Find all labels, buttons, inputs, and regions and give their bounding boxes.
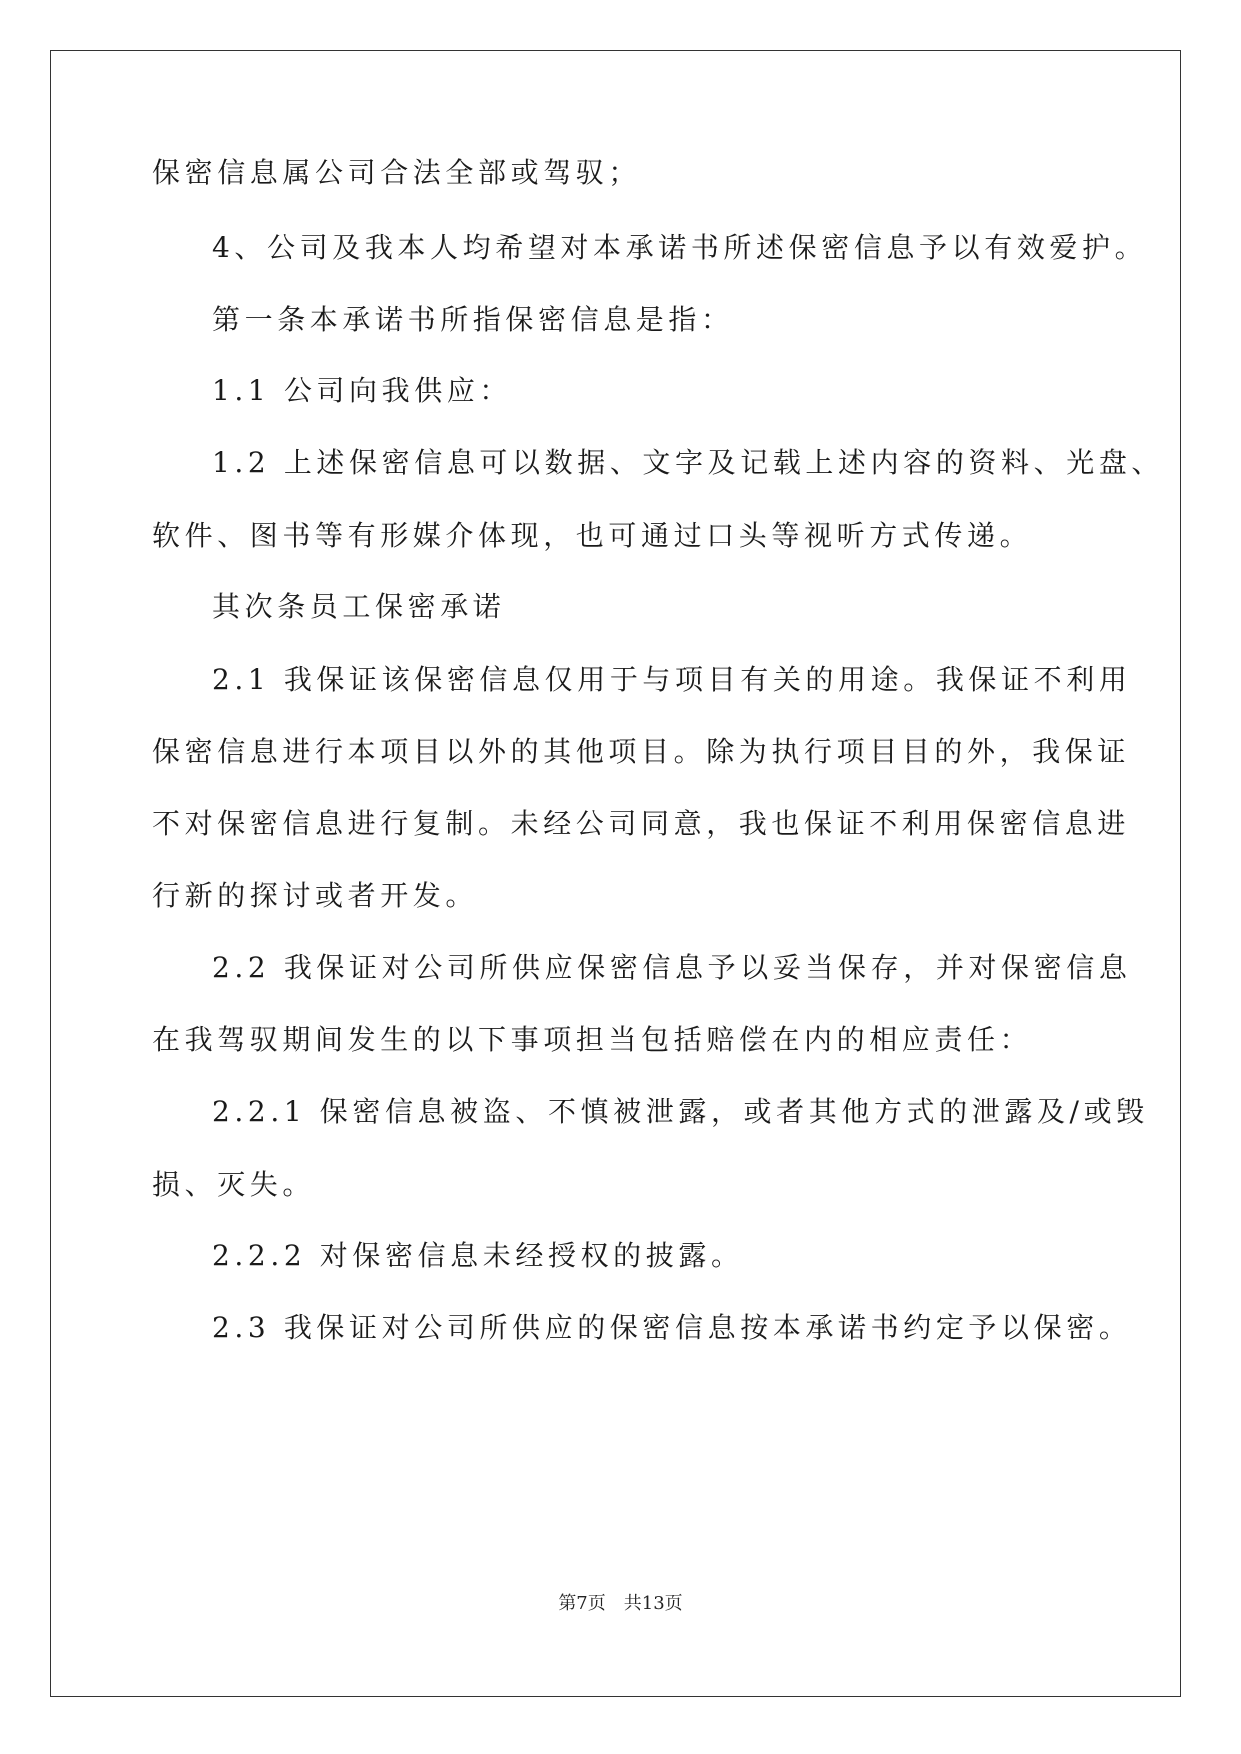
text-line: 2.3 我保证对公司所供应的保密信息按本承诺书约定予以保密。 [212,1311,1132,1344]
text-line: 2.2 我保证对公司所供应保密信息予以妥当保存，并对保密信息 [212,951,1132,984]
text-line: 1.1 公司向我供应： [212,374,513,407]
text-line: 行新的探讨或者开发。 [152,879,479,912]
text-line: 损、灭失。 [152,1168,316,1201]
page-border [50,50,1181,1697]
text-line: 保密信息属公司合法全部或驾驭； [152,156,642,189]
page-footer [0,1592,1241,1616]
text-line: 1.2 上述保密信息可以数据、文字及记载上述内容的资料、光盘、 [212,446,1165,479]
text-line: 2.2.2 对保密信息未经授权的披露。 [212,1239,744,1272]
text-line: 在我驾驭期间发生的以下事项担当包括赔偿在内的相应责任： [152,1023,1033,1056]
text-line: 不对保密信息进行复制。未经公司同意，我也保证不利用保密信息进 [152,807,1131,840]
page-total: 共13页 [623,1593,683,1614]
text-line: 保密信息进行本项目以外的其他项目。除为执行项目目的外，我保证 [152,735,1131,768]
text-line: 第一条本承诺书所指保密信息是指： [212,303,734,336]
text-line: 2.2.1 保密信息被盗、不慎被泄露，或者其他方式的泄露及/或毁 [212,1095,1149,1128]
text-line: 2.1 我保证该保密信息仅用于与项目有关的用途。我保证不利用 [212,663,1132,696]
page-number: 第7页 [558,1593,606,1614]
text-line: 其次条员工保密承诺 [212,590,506,623]
text-line: 4、公司及我本人均希望对本承诺书所述保密信息予以有效爱护。 [212,231,1148,264]
text-line: 软件、图书等有形媒介体现，也可通过口头等视听方式传递。 [152,519,1033,552]
